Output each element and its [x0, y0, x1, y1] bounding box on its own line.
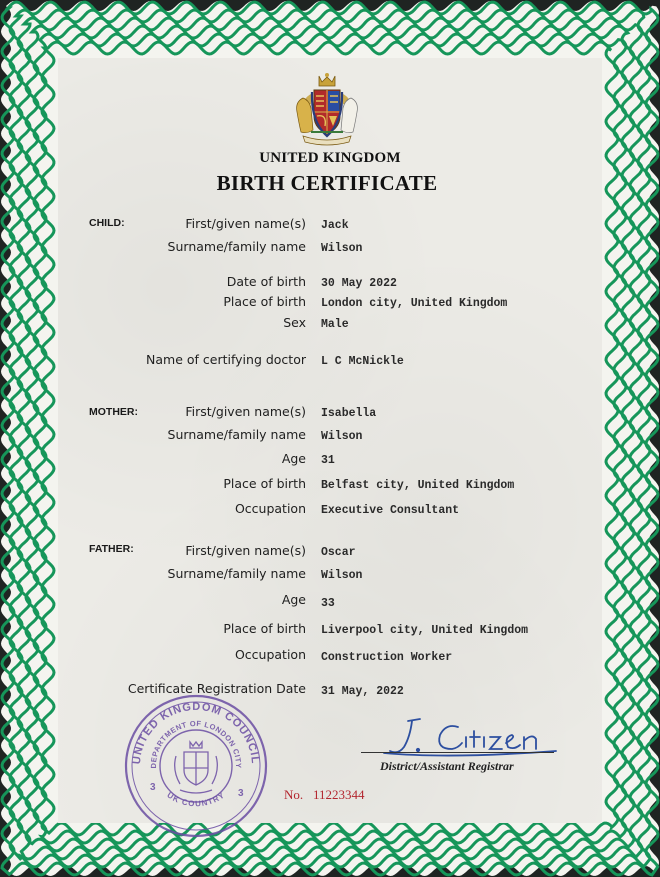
father-section-label: FATHER:	[89, 543, 134, 555]
child-first-name-value: Jack	[321, 219, 349, 232]
stamp-bottom-text: UK COUNTRY	[165, 790, 227, 809]
stamp-right-number: 3	[238, 788, 244, 799]
father-age-label: Age	[281, 592, 306, 607]
stamp-inner-text: DEPARTMENT OF LONDON CITY	[148, 718, 244, 769]
father-place-of-birth-label: Place of birth	[223, 621, 306, 636]
royal-coat-of-arms-icon	[289, 72, 365, 148]
mother-occupation-value: Executive Consultant	[321, 504, 460, 517]
mother-place-of-birth-label: Place of birth	[223, 476, 306, 491]
child-place-of-birth-value: London city, United Kingdom	[321, 297, 508, 310]
father-first-name-value: Oscar	[321, 546, 356, 559]
certificate-number-label: No.	[284, 787, 304, 802]
mother-surname-value: Wilson	[321, 430, 363, 443]
registration-date-label: Certificate Registration Date	[127, 681, 306, 696]
mother-age-value: 31	[321, 454, 335, 467]
certifying-doctor-label: Name of certifying doctor	[146, 352, 306, 367]
father-place-of-birth-value: Liverpool city, United Kingdom	[321, 624, 529, 637]
child-date-of-birth-value: 30 May 2022	[321, 277, 397, 290]
certifying-doctor-value: L C McNickle	[321, 355, 404, 368]
registration-date-value: 31 May, 2022	[321, 685, 404, 698]
stamp-left-number: 3	[150, 782, 156, 793]
child-sex-label: Sex	[283, 315, 306, 330]
father-first-name-label: First/given name(s)	[185, 543, 306, 558]
child-sex-value: Male	[321, 318, 349, 331]
council-stamp	[120, 690, 272, 842]
mother-age-label: Age	[281, 451, 306, 466]
mother-place-of-birth-value: Belfast city, United Kingdom	[321, 479, 515, 492]
child-surname-label: Surname/family name	[167, 239, 306, 254]
signature-line	[361, 752, 554, 753]
child-first-name-label: First/given name(s)	[185, 216, 306, 231]
mother-occupation-label: Occupation	[234, 501, 306, 516]
child-date-of-birth-label: Date of birth	[226, 274, 306, 289]
country-heading: UNITED KINGDOM	[259, 150, 401, 166]
stamp-outer-text: UNITED KINGDOM COUNCIL	[130, 700, 262, 765]
father-surname-label: Surname/family name	[167, 566, 306, 581]
mother-surname-label: Surname/family name	[167, 427, 306, 442]
father-occupation-value: Construction Worker	[321, 651, 453, 664]
father-age-value: 33	[321, 597, 335, 610]
registrar-title: District/Assistant Registrar	[380, 759, 514, 773]
document-title: BIRTH CERTIFICATE	[216, 171, 438, 195]
mother-first-name-value: Isabella	[321, 407, 377, 420]
certificate-number-value: 11223344	[313, 787, 365, 802]
child-surname-value: Wilson	[321, 242, 363, 255]
registrar-signature	[360, 715, 560, 760]
father-occupation-label: Occupation	[234, 647, 306, 662]
child-place-of-birth-label: Place of birth	[223, 294, 306, 309]
mother-first-name-label: First/given name(s)	[185, 404, 306, 419]
child-section-label: CHILD:	[89, 217, 125, 229]
father-surname-value: Wilson	[321, 569, 363, 582]
stamp-crest-icon	[175, 742, 218, 793]
mother-section-label: MOTHER:	[89, 406, 138, 418]
